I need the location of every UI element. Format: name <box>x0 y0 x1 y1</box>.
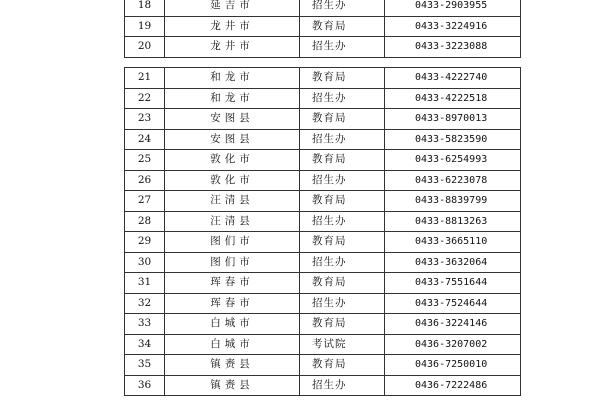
table-body-bottom <box>125 68 521 396</box>
department-cell: 教育局 <box>300 68 385 89</box>
department-cell: 教育局 <box>300 150 385 171</box>
table-row <box>125 191 521 212</box>
department-cell: 教育局 <box>300 16 385 37</box>
row-number-cell: 36 <box>125 375 165 396</box>
row-number-cell: 19 <box>125 16 165 37</box>
row-number-cell: 22 <box>125 88 165 109</box>
table-row <box>125 273 521 294</box>
row-number-cell: 21 <box>125 68 165 89</box>
city-cell: 敦化市 <box>165 150 300 171</box>
department-cell: 教育局 <box>300 109 385 130</box>
table-row <box>125 314 521 335</box>
department-cell: 教育局 <box>300 273 385 294</box>
city-cell: 珲春市 <box>165 273 300 294</box>
phone-cell: 0433-7551644 <box>385 273 521 294</box>
department-cell: 招生办 <box>300 211 385 232</box>
phone-cell: 0433-8970013 <box>385 109 521 130</box>
table-row <box>125 109 521 130</box>
table-row <box>125 252 521 273</box>
table-row <box>125 232 521 253</box>
department-cell: 招生办 <box>300 0 385 16</box>
department-cell: 招生办 <box>300 170 385 191</box>
table-row <box>125 211 521 232</box>
department-cell: 教育局 <box>300 232 385 253</box>
city-cell: 和龙市 <box>165 68 300 89</box>
row-number-cell: 28 <box>125 211 165 232</box>
city-cell: 汪清县 <box>165 211 300 232</box>
phone-cell: 0436-7222486 <box>385 375 521 396</box>
phone-cell: 0433-3632064 <box>385 252 521 273</box>
phone-cell: 0436-7250010 <box>385 355 521 376</box>
city-cell: 镇赉县 <box>165 375 300 396</box>
city-cell: 延吉市 <box>165 0 300 16</box>
row-number-cell: 31 <box>125 273 165 294</box>
phone-cell: 0433-6254993 <box>385 150 521 171</box>
table-row <box>125 0 521 16</box>
row-number-cell: 27 <box>125 191 165 212</box>
city-cell: 安图县 <box>165 129 300 150</box>
department-cell: 招生办 <box>300 375 385 396</box>
department-cell: 招生办 <box>300 252 385 273</box>
phone-cell: 0433-3223088 <box>385 37 521 58</box>
phone-cell: 0433-4222740 <box>385 68 521 89</box>
department-cell: 教育局 <box>300 355 385 376</box>
row-number-cell: 25 <box>125 150 165 171</box>
department-cell: 招生办 <box>300 88 385 109</box>
row-number-cell: 18 <box>125 0 165 16</box>
row-number-cell: 23 <box>125 109 165 130</box>
table-row <box>125 334 521 355</box>
row-number-cell: 20 <box>125 37 165 58</box>
city-cell: 镇赉县 <box>165 355 300 376</box>
city-cell: 和龙市 <box>165 88 300 109</box>
table-row <box>125 68 521 89</box>
department-cell: 招生办 <box>300 293 385 314</box>
phone-cell: 0436-3224146 <box>385 314 521 335</box>
phone-cell: 0433-5823590 <box>385 129 521 150</box>
table-row <box>125 293 521 314</box>
city-cell: 龙井市 <box>165 37 300 58</box>
row-number-cell: 35 <box>125 355 165 376</box>
department-cell: 招生办 <box>300 37 385 58</box>
city-cell: 龙井市 <box>165 16 300 37</box>
phone-cell: 0433-4222518 <box>385 88 521 109</box>
phone-cell: 0436-3207002 <box>385 334 521 355</box>
department-cell: 招生办 <box>300 129 385 150</box>
phone-cell: 0433-3665110 <box>385 232 521 253</box>
row-number-cell: 34 <box>125 334 165 355</box>
phone-cell: 0433-2903955 <box>385 0 521 16</box>
city-cell: 图们市 <box>165 232 300 253</box>
city-cell: 汪清县 <box>165 191 300 212</box>
table-row <box>125 88 521 109</box>
city-cell: 白城市 <box>165 314 300 335</box>
row-number-cell: 26 <box>125 170 165 191</box>
phone-cell: 0433-8813263 <box>385 211 521 232</box>
table-row <box>125 129 521 150</box>
row-number-cell: 30 <box>125 252 165 273</box>
contact-table-bottom <box>124 67 521 396</box>
row-number-cell: 29 <box>125 232 165 253</box>
city-cell: 珲春市 <box>165 293 300 314</box>
table-row <box>125 16 521 37</box>
phone-cell: 0433-7524644 <box>385 293 521 314</box>
contact-table-top <box>124 0 521 58</box>
table-body-top <box>125 0 521 57</box>
city-cell: 敦化市 <box>165 170 300 191</box>
department-cell: 考试院 <box>300 334 385 355</box>
table-row <box>125 355 521 376</box>
city-cell: 安图县 <box>165 109 300 130</box>
table-row <box>125 37 521 58</box>
table-row <box>125 375 521 396</box>
phone-cell: 0433-3224916 <box>385 16 521 37</box>
table-row <box>125 150 521 171</box>
row-number-cell: 33 <box>125 314 165 335</box>
row-number-cell: 24 <box>125 129 165 150</box>
row-number-cell: 32 <box>125 293 165 314</box>
phone-cell: 0433-8839799 <box>385 191 521 212</box>
department-cell: 教育局 <box>300 314 385 335</box>
table-row <box>125 170 521 191</box>
city-cell: 图们市 <box>165 252 300 273</box>
city-cell: 白城市 <box>165 334 300 355</box>
phone-cell: 0433-6223078 <box>385 170 521 191</box>
department-cell: 教育局 <box>300 191 385 212</box>
